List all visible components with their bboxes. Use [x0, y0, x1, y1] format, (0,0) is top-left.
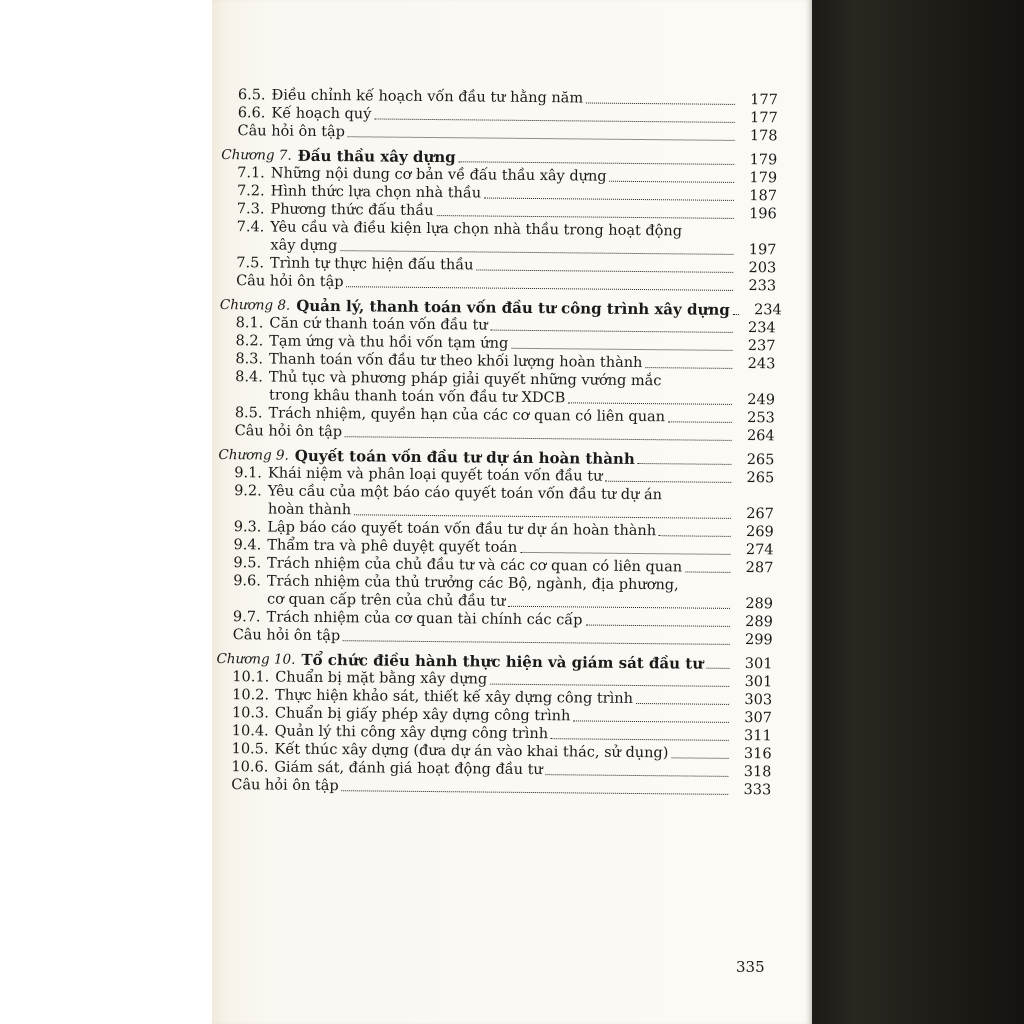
dot-leader	[671, 757, 728, 759]
toc-entry-page: 269	[745, 524, 774, 541]
dot-leader	[573, 720, 729, 722]
dot-leader	[551, 738, 729, 741]
toc-entry-title: Kết thúc xây dựng (đưa dự án vào khai thác, sử dụng)	[274, 741, 669, 762]
toc-entry-title: cơ quan cấp trên của chủ đầu tư	[266, 591, 506, 610]
dot-leader	[636, 703, 729, 705]
toc-entry-number: Chương 10.	[216, 650, 296, 668]
toc-entry-number: 8.3.	[235, 351, 264, 368]
dot-leader	[354, 514, 731, 519]
toc-entry-title: Trách nhiệm của thủ trưởng các Bộ, ngành, địa phương,	[266, 573, 679, 594]
toc-entry-number: 9.7.	[232, 609, 261, 626]
dot-leader	[546, 774, 729, 777]
toc-entry-page: 234	[754, 302, 782, 319]
toc-entry-number: 7.4.	[236, 219, 265, 236]
toc-entry-title: Câu hỏi ôn tập	[236, 273, 344, 291]
toc-entry-number: 6.5.	[237, 87, 266, 104]
toc-entry-number: 8.1.	[235, 315, 264, 332]
toc-entry-title: Căn cứ thanh toán vốn đầu tư	[269, 315, 488, 334]
toc-entry-page: 237	[747, 338, 776, 355]
toc-entry-page: 196	[749, 206, 777, 223]
toc-entry-title: Giám sát, đánh giá hoạt động đầu tư	[274, 759, 543, 779]
toc-entry-title: Trách nhiệm, quyền hạn của các cơ quan có liên quan	[268, 405, 666, 426]
background-left	[0, 0, 215, 1024]
toc-entry-number: 9.1.	[234, 465, 263, 482]
toc-entry-title: xây dựng	[270, 237, 338, 255]
dot-leader	[520, 552, 730, 555]
dot-leader	[491, 330, 733, 333]
toc-entry-number: 9.2.	[234, 483, 262, 500]
toc-entry-page: 333	[743, 782, 772, 799]
toc-entry-page: 301	[744, 674, 773, 691]
toc-entry-title: Quản lý, thanh toán vốn đầu tư công trình xây dựng	[296, 296, 730, 319]
toc-entry-page: 233	[748, 278, 777, 295]
toc-entry-number: 7.2.	[236, 183, 265, 200]
toc-entry-page: 264	[746, 428, 775, 445]
toc-entry-title: Thực hiện khảo sát, thiết kế xây dựng công trình	[274, 687, 634, 707]
dot-leader	[610, 181, 735, 183]
toc-entry-page: 265	[746, 470, 775, 487]
dot-leader	[342, 790, 729, 795]
toc-entry-page: 177	[750, 92, 778, 109]
toc-entry-number: 10.4.	[231, 723, 269, 740]
toc-entry-title: Câu hỏi ôn tập	[232, 627, 341, 645]
toc-entry-number: 10.5.	[231, 741, 269, 758]
toc-entry-title: Yêu cầu và điều kiện lựa chọn nhà thầu trong hoạt động	[270, 219, 683, 240]
dot-leader	[685, 571, 730, 572]
dot-leader	[374, 118, 734, 122]
toc-entry-number: 6.6.	[237, 105, 266, 122]
dot-leader	[706, 668, 729, 669]
toc-entry-page: 179	[749, 152, 778, 169]
dot-leader	[343, 640, 730, 645]
toc-entry-page: 274	[745, 542, 774, 559]
toc-entry-title: Trình tự thực hiện đấu thầu	[269, 255, 474, 274]
toc-entry-page: 234	[747, 320, 776, 337]
toc-entry-page: 267	[746, 506, 774, 523]
toc-entry-title: Tổ chức điều hành thực hiện và giám sát đầu tư	[301, 650, 704, 673]
toc-entry-title: hoàn thành	[267, 501, 352, 519]
toc-entry-page: 311	[744, 728, 772, 745]
dot-leader	[508, 606, 730, 609]
toc-entry-number: 9.4.	[233, 537, 262, 554]
toc-entry-number: 9.3.	[233, 519, 262, 536]
dot-leader	[347, 286, 734, 291]
dot-leader	[665, 500, 731, 501]
toc-entry-title: Câu hỏi ôn tập	[237, 123, 346, 141]
toc-entry-number: 10.2.	[232, 687, 270, 704]
dot-leader	[733, 314, 739, 315]
toc-entry-page: 318	[743, 764, 772, 781]
toc-entry-title: Câu hỏi ôn tập	[231, 777, 339, 795]
dot-leader	[638, 463, 732, 465]
toc-entry-number: 7.1.	[237, 165, 265, 182]
toc-entry-title: Phương thức đấu thầu	[270, 201, 434, 220]
toc-entry-number: 8.5.	[234, 405, 263, 422]
toc-entry-page: 307	[744, 710, 773, 727]
toc-entry-page: 178	[749, 128, 778, 145]
toc-entry-page: 299	[744, 632, 773, 649]
dot-leader	[585, 625, 729, 627]
toc-entry-title: Kế hoạch quý	[271, 105, 372, 123]
dot-leader	[659, 535, 731, 537]
toc-entry-page: 289	[745, 596, 774, 613]
dot-leader	[605, 481, 731, 483]
toc-entry-title: trong khâu thanh toán vốn đầu tư XDCB	[268, 387, 566, 407]
toc-entry-page: 289	[745, 614, 773, 631]
toc-entry-title: Đấu thầu xây dựng	[297, 146, 456, 167]
dot-leader	[345, 436, 732, 441]
dot-leader	[437, 215, 734, 219]
toc-entry-title: Chuẩn bị mặt bằng xây dựng	[275, 669, 488, 688]
toc-entry-title: Thủ tục và phương pháp giải quyết những vướng mắc	[268, 369, 662, 390]
toc-entry-page: 249	[747, 392, 776, 409]
toc-entry-page: 177	[749, 110, 778, 127]
toc-entry-page: 303	[744, 692, 773, 709]
dot-leader	[476, 269, 733, 272]
toc-entry-number: 8.4.	[235, 369, 263, 386]
toc-entry-title: Điều chỉnh kế hoạch vốn đầu tư hằng năm	[271, 87, 584, 107]
dot-leader	[340, 250, 733, 255]
toc-entry-page: 179	[749, 170, 778, 187]
toc-entry-number: 10.6.	[231, 759, 269, 776]
toc-entry-number: 10.3.	[231, 705, 269, 722]
toc-entry-page: 187	[749, 188, 778, 205]
toc-entry-number: Chương 7.	[221, 146, 292, 164]
toc-entry-page: 301	[744, 656, 773, 673]
page-number: 335	[736, 958, 765, 976]
toc-entry-title: Quản lý thi công xây dựng công trình	[274, 723, 549, 743]
toc-entry-page: 316	[743, 746, 772, 763]
toc-entry-title: Tạm ứng và thu hồi vốn tạm ứng	[269, 333, 509, 352]
toc-entry-page: 253	[747, 410, 775, 427]
toc-entry-title: Thẩm tra và phê duyệt quyết toán	[267, 537, 518, 556]
toc-entry-page: 203	[748, 260, 777, 277]
toc-entry-number: 9.5.	[233, 555, 262, 572]
toc-entry-number: 9.6.	[233, 573, 261, 590]
toc-entry-page: 243	[747, 356, 776, 373]
dot-leader	[459, 161, 735, 165]
toc-entry-number: Chương 8.	[219, 296, 291, 314]
toc-entry-title: Câu hỏi ôn tập	[234, 423, 343, 441]
dot-leader	[511, 348, 732, 351]
toc-entry-title: Quyết toán vốn đầu tư dự án hoàn thành	[294, 446, 635, 468]
toc-entry-page: 197	[748, 242, 777, 259]
dot-leader	[664, 386, 732, 387]
toc-entry-page: 287	[745, 560, 774, 577]
toc-entry-title: Chuẩn bị giấy phép xây dựng công trình	[274, 705, 571, 725]
toc-entry-number: 7.3.	[236, 201, 265, 218]
dot-leader	[586, 102, 735, 104]
toc-entry-title: Những nội dung cơ bản về đấu thầu xây dựng	[270, 165, 607, 185]
dot-leader	[484, 198, 734, 201]
toc-entry-number: 7.5.	[236, 255, 265, 272]
dot-leader	[348, 136, 735, 141]
dot-leader	[645, 367, 732, 369]
toc-entry-title: Hình thức lựa chọn nhà thầu	[270, 183, 482, 202]
toc-entry-title: Khái niệm và phân loại quyết toán vốn đầu tư	[267, 465, 603, 485]
book-page	[212, 0, 812, 1024]
toc-entry-number: Chương 9.	[218, 446, 289, 464]
dot-leader	[568, 402, 732, 405]
toc-entry-title: Trách nhiệm của cơ quan tài chính các cấp	[266, 609, 583, 629]
toc-entry-title: Thanh toán vốn đầu tư theo khối lượng hoàn thành	[268, 351, 643, 372]
toc-entry-title: Trách nhiệm của chủ đầu tư và các cơ quan có liên quan	[267, 555, 683, 576]
toc-entry-title: Yêu cầu của một báo cáo quyết toán vốn đầu tư dự án	[267, 483, 663, 504]
toc-entry-number: 8.2.	[235, 333, 264, 350]
table-of-contents	[215, 86, 782, 799]
toc-entry-title: Lập báo cáo quyết toán vốn đầu tư dự án hoàn thành	[267, 519, 657, 540]
toc-entry-page: 265	[746, 452, 775, 469]
dot-leader	[490, 684, 729, 687]
toc-entry-number: 10.1.	[232, 669, 270, 686]
dot-leader	[668, 421, 732, 423]
background-dark-surface	[794, 0, 1024, 1024]
